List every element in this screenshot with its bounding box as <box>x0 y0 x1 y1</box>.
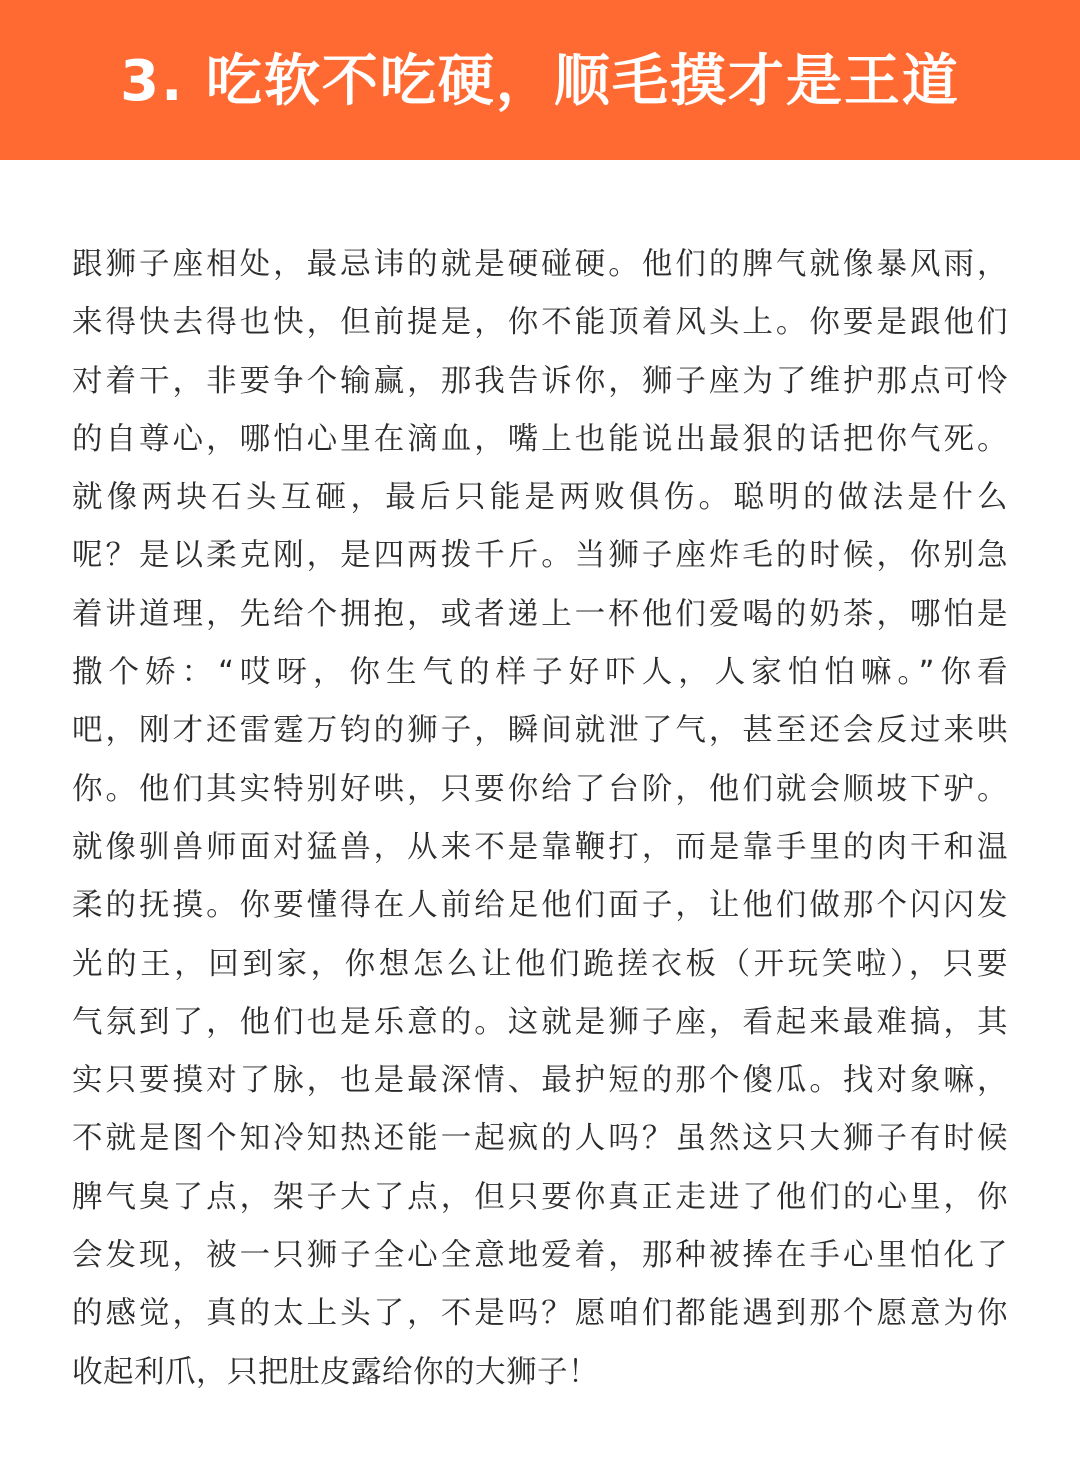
article-line: 会发现，被一只狮子全心全意地爱着，那种被捧在手心里怕化了 <box>72 1238 1008 1274</box>
article-line: 着讲道理，先给个拥抱，或者递上一杯他们爱喝的奶茶，哪怕是 <box>72 596 1008 632</box>
article-line: 的感觉，真的太上头了，不是吗？愿咱们都能遇到那个愿意为你 <box>72 1296 1008 1332</box>
article-line: 气氛到了，他们也是乐意的。这就是狮子座，看起来最难搞，其 <box>72 1004 1008 1040</box>
article-body <box>72 236 1008 1402</box>
article-line: 的自尊心，哪怕心里在滴血，嘴上也能说出最狠的话把你气死。 <box>72 421 1008 457</box>
article-line: 吧，刚才还雷霆万钧的狮子，瞬间就泄了气，甚至还会反过来哄 <box>72 713 1008 749</box>
article-line: 来得快去得也快，但前提是，你不能顶着风头上。你要是跟他们 <box>72 305 1008 341</box>
article-line: 收起利爪，只把肚皮露给你的大狮子！ <box>72 1354 599 1390</box>
article-line: 就像驯兽师面对猛兽，从来不是靠鞭打，而是靠手里的肉干和温 <box>72 829 1008 865</box>
article-line: 不就是图个知冷知热还能一起疯的人吗？虽然这只大狮子有时候 <box>72 1121 1008 1157</box>
article-line: 跟狮子座相处，最忌讳的就是硬碰硬。他们的脾气就像暴风雨， <box>72 247 1008 282</box>
article-line: 你。他们其实特别好哄，只要你给了台阶，他们就会顺坡下驴。 <box>72 771 1008 807</box>
title-banner <box>0 0 1080 160</box>
article-line: 就像两块石头互砸，最后只能是两败俱伤。聪明的做法是什么 <box>72 480 1008 516</box>
section-title: 3. 吃软不吃硬，顺毛摸才是王道 <box>120 49 960 114</box>
article-line: 光的王，回到家，你想怎么让他们跪搓衣板（开玩笑啦），只要 <box>72 946 1008 982</box>
article-line: 呢？是以柔克刚，是四两拨千斤。当狮子座炸毛的时候，你别急 <box>72 538 1008 574</box>
article-line: 脾气臭了点，架子大了点，但只要你真正走进了他们的心里，你 <box>72 1179 1008 1215</box>
article-line: 实只要摸对了脉，也是最深情、最护短的那个傻瓜。找对象嘛， <box>72 1063 1008 1099</box>
article-line: 撒个娇：“哎呀，你生气的样子好吓人，人家怕怕嘛。”你看 <box>72 655 1008 691</box>
article-line: 对着干，非要争个输赢，那我告诉你，狮子座为了维护那点可怜 <box>72 363 1008 399</box>
article-line: 柔的抚摸。你要懂得在人前给足他们面子，让他们做那个闪闪发 <box>72 888 1008 924</box>
